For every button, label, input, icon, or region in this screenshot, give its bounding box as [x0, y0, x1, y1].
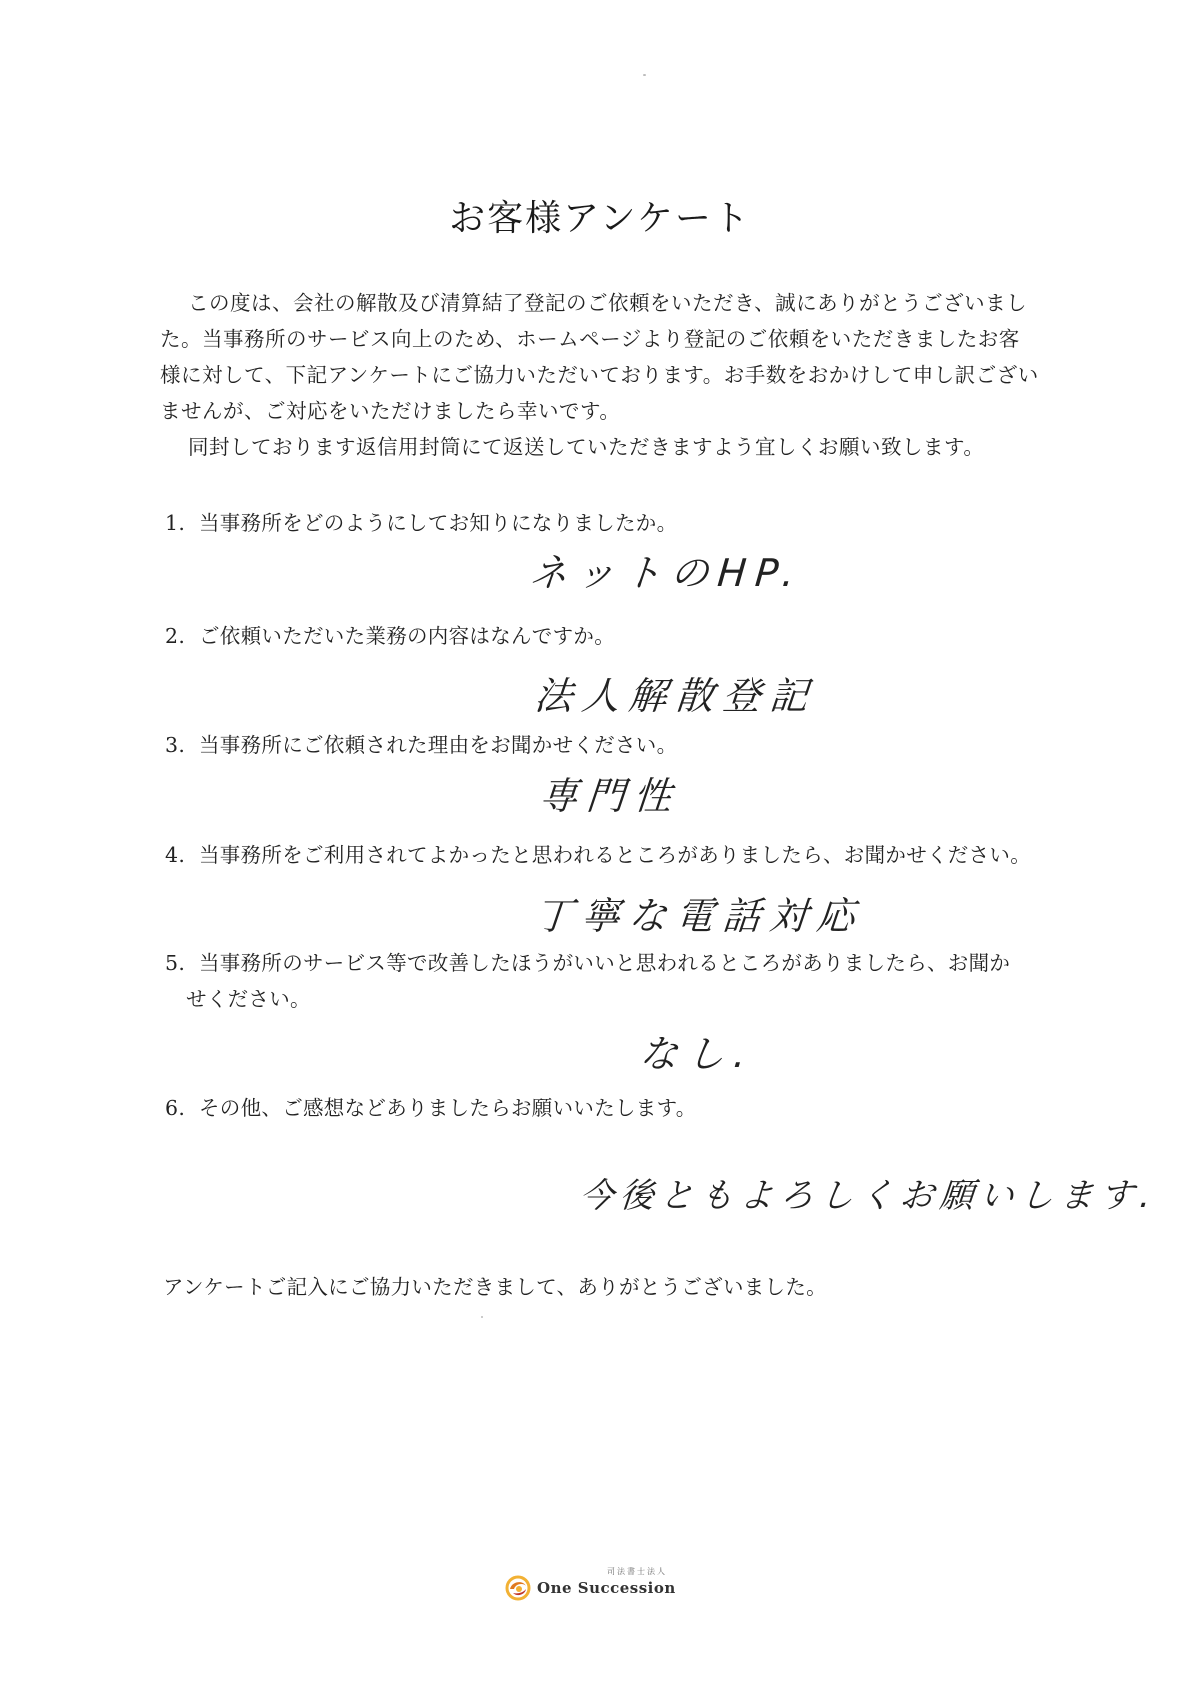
- question-number: 3.: [165, 733, 186, 757]
- page-title: お客様アンケート: [449, 198, 751, 239]
- question-text: 当事務所にご依頼された理由をお聞かせください。: [199, 733, 678, 757]
- intro-paragraph-1: この度は、会社の解散及び清算結了登記のご依頼をいただき、誠にありがとうございました。当事務所のサービス向上のため、ホームページより登記のご依頼をいただきましたお客様に対して、下記アンケートにご協力いただいております。お手数をおかけして申し訳ございませんが、ご対応をいただけましたら幸いです。: [160, 291, 1039, 423]
- question-number: 6.: [165, 1096, 186, 1120]
- company-logo: [505, 1567, 676, 1601]
- question-6: [165, 1090, 1045, 1126]
- scan-speck: [643, 74, 646, 76]
- question-4: [165, 837, 1045, 873]
- question-number: 1.: [165, 511, 186, 535]
- intro-text: [160, 285, 1040, 465]
- question-5: [165, 945, 1045, 1017]
- handwritten-answer-6: 今後ともよろしくお願いします.: [577, 1176, 1159, 1216]
- question-text: ご依頼いただいた業務の内容はなんですか。: [199, 624, 615, 648]
- question-number: 4.: [165, 843, 186, 867]
- handwritten-answer-5: なし.: [637, 1032, 757, 1076]
- closing-message: アンケートご記入にご協力いただきまして、ありがとうございました。: [163, 1275, 827, 1299]
- question-text: 当事務所のサービス等で改善したほうがいいと思われるところがありましたら、お聞か: [199, 951, 1011, 975]
- question-text: その他、ご感想などありましたらお願いいたします。: [199, 1096, 697, 1120]
- handwritten-answer-3: 専門性: [537, 774, 683, 818]
- question-text-continued: せください。: [186, 987, 311, 1011]
- scan-speck: [481, 1316, 483, 1318]
- question-1: [165, 505, 1045, 541]
- swirl-logo-icon: [505, 1575, 531, 1601]
- logo-kana: 司法書士法人: [607, 1567, 667, 1576]
- question-number: 2.: [165, 624, 186, 648]
- handwritten-answer-2: 法人解散登記: [532, 674, 819, 718]
- handwritten-answer-4: 丁寧な電話対応: [532, 894, 866, 938]
- question-text: 当事務所をどのようにしてお知りになりましたか。: [199, 511, 678, 535]
- intro-paragraph-2: 同封しております返信用封筒にて返送していただきますよう宜しくお願い致します。: [188, 435, 985, 459]
- question-text: 当事務所をご利用されてよかったと思われるところがありましたら、お聞かせください。: [199, 843, 1031, 867]
- logo-name: One Succession: [537, 1579, 676, 1597]
- question-3: [165, 727, 1045, 763]
- handwritten-answer-1: ネットのHP.: [527, 551, 805, 595]
- question-number: 5.: [165, 951, 186, 975]
- question-2: [165, 618, 1045, 654]
